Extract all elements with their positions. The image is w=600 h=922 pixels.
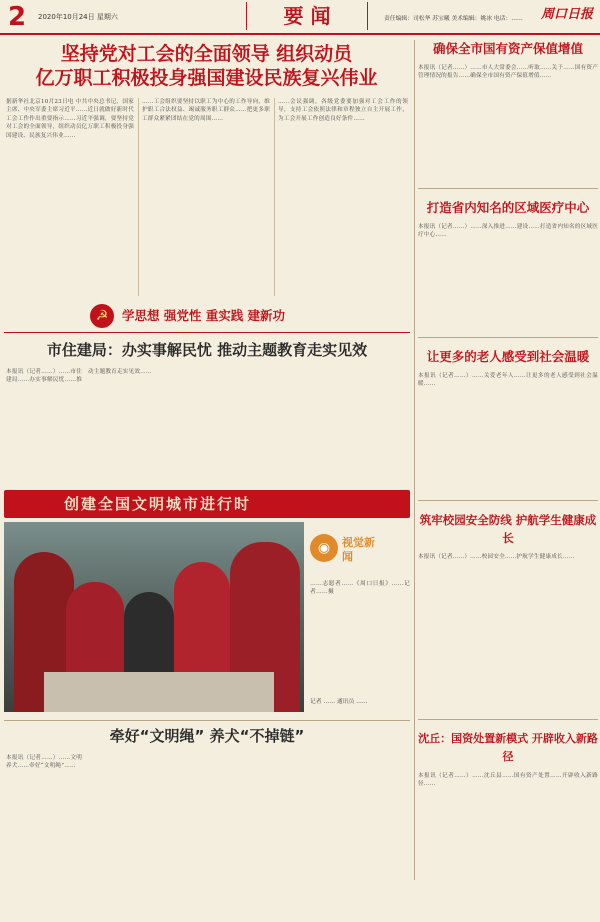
right-column (418, 40, 598, 880)
story-body: 本报讯（记者……）……沈丘县……国有资产处置……开辟收入新路径…… (418, 773, 598, 788)
story-title: 确保全市国有资产保值增值 (432, 41, 583, 56)
story-rule (418, 337, 598, 338)
story-body: 本报讯（记者……）……市人大常委会……听取……关于……国有资产管理情况的报告……确保全市国有资产保值增值…… (418, 65, 598, 80)
story-title: 筑牢校园安全防线 护航学生健康成长 (419, 513, 597, 545)
story-body: 本报讯（记者……）……关爱老年人……让更多的老人感受到社会温暖…… (418, 373, 598, 388)
middle-body: 本报讯（记者……）……市住建局……办实事解民忧……推动主题教育走实见效…… (6, 369, 152, 384)
story-body: 本报讯（记者……）……深入推进……建设……打造省内知名的区域医疗中心…… (418, 224, 598, 239)
table-surface (44, 672, 274, 712)
paper-logo: 周口日报 (540, 7, 593, 22)
visual-news-badge: ◉ 视觉新闻 (310, 530, 406, 570)
story-title: 打造省内知名的区域医疗中心 (426, 200, 590, 215)
story-rule (418, 719, 598, 720)
section-rule (4, 332, 410, 333)
camera-icon: ◉ (310, 534, 338, 562)
photo-credit: 记者 …… 通讯员 …… (310, 699, 368, 705)
lead-body-mid: ……工会组织要坚持以职工为中心的工作导向，维护职工合法权益、竭诚服务职工群众……把更多职工群众紧紧团结在党的周围…… (142, 99, 270, 122)
story-rule (418, 188, 598, 189)
photo-caption: ……志愿者……《周口日报》……记者……摄 (310, 581, 410, 596)
story-body: 本报讯（记者……）……校园安全……护航学生健康成长…… (418, 554, 575, 560)
column-separator (414, 40, 415, 880)
header-rule (0, 33, 600, 35)
bottom-title: 牵好“文明绳” 养犬“不掉链” (109, 727, 305, 745)
theme-banner: ☭ 学思想 强党性 重实践 建新功 (90, 304, 320, 328)
section-title: 要 闻 (246, 2, 368, 30)
section-rule (4, 720, 410, 721)
party-emblem-icon: ☭ (90, 304, 114, 328)
middle-title: 市住建局：办实事解民忧 推动主题教育走实见效 (46, 341, 368, 359)
lead-headline: 坚持党对工会的全面领导 组织动员 亿万职工积极投身强国建设民族复兴伟业 (35, 43, 378, 89)
lead-body-right: ……会议强调，各级党委要加强对工会工作的领导，支持工会依照法律和章程独立自主开展工作，为工会开展工作创造良好条件…… (278, 99, 408, 122)
editors-line: 责任编辑：司松华 苏宝曦 美术编辑：姚冰 电话：…… (384, 16, 523, 22)
lead-body-left: 据新华社北京10月23日电 中共中央总书记、国家主席、中央军委主席习近平……近日就做好新时代工会工作作出重要指示……习近平强调，要坚持党对工会的全面领导，组织动员亿万职工积极投身强国建设、民族复兴伟业…… (6, 99, 134, 139)
news-photo (4, 522, 304, 712)
bottom-body: 本报讯（记者……）……文明养犬……牵好“文明绳”…… (6, 755, 82, 770)
page-number: 2 (8, 2, 27, 32)
story-title: 沈丘：国资处置新模式 开辟收入新路径 (418, 732, 598, 763)
photo-banner: 创建全国文明城市进行时 (4, 490, 410, 518)
col-divider (274, 98, 275, 296)
story-rule (418, 500, 598, 501)
date-line: 2020年10月24日 星期六 (38, 13, 118, 21)
story-title: 让更多的老人感受到社会温暖 (426, 349, 590, 364)
page-header (0, 0, 600, 34)
col-divider (138, 98, 139, 296)
